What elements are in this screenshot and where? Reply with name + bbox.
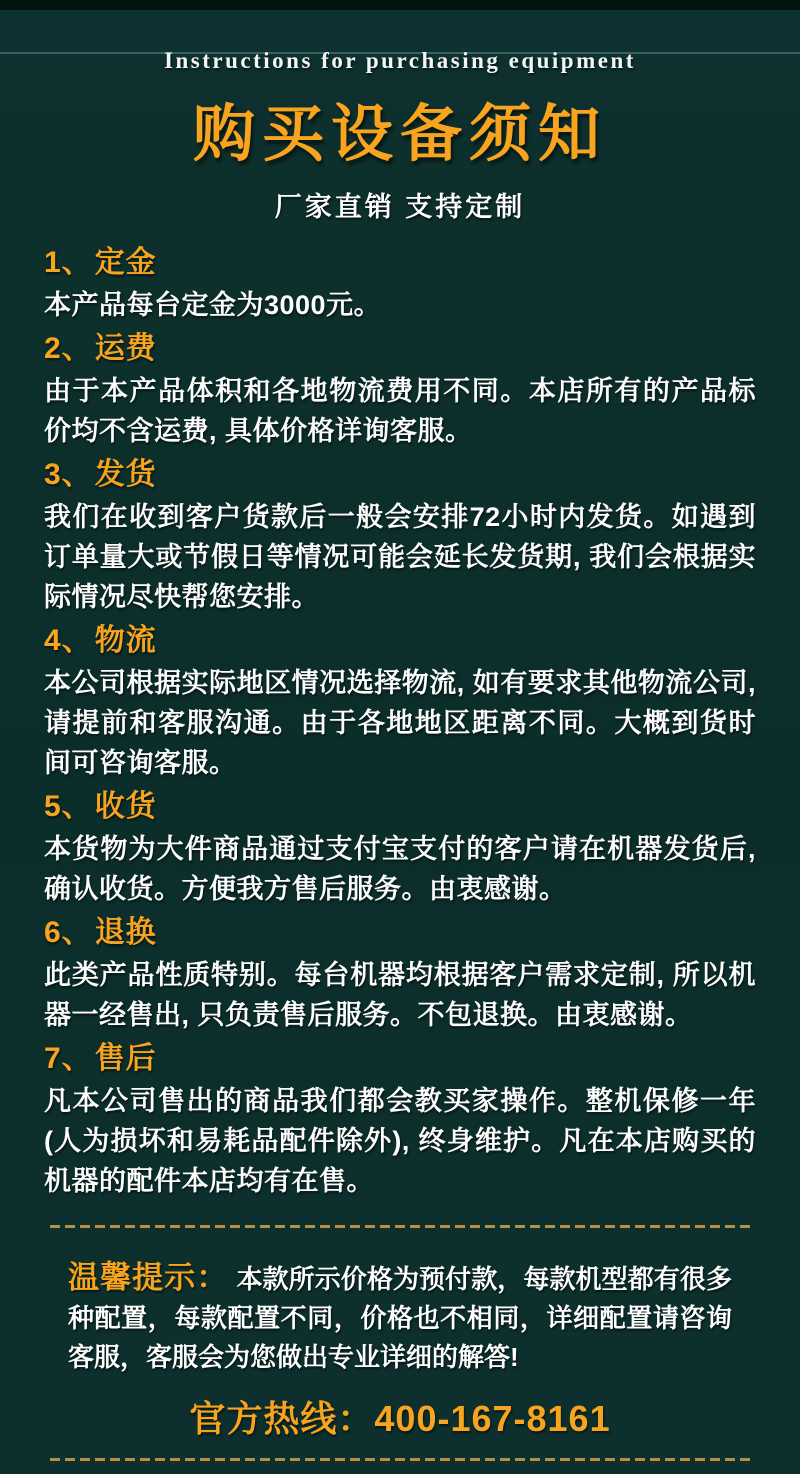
section-number: 5、 [44, 790, 93, 823]
section-freight [44, 332, 756, 451]
section-body: 本产品每台定金为3000元。 [44, 290, 382, 320]
section-logistics [44, 624, 756, 783]
section-body: 我们在收到客户货款后一般会安排72小时内发货。如遇到订单量大或节假日等情况可能会延长发货期, 我们会根据实际情况尽快帮您安排。 [44, 502, 756, 612]
section-heading [44, 790, 756, 824]
section-body: 此类产品性质特别。每台机器均根据客户需求定制, 所以机器一经售出, 只负责售后服务。不包退换。由衷感谢。 [44, 960, 756, 1030]
hotline-number: 400-167-8161 [374, 1398, 611, 1439]
section-deposit [44, 246, 756, 325]
section-body: 由于本产品体积和各地物流费用不同。本店所有的产品标价均不含运费, 具体价格详询客服。 [44, 376, 756, 446]
page-subtitle: 厂家直销 支持定制 [274, 192, 526, 222]
section-aftersales [44, 1042, 756, 1201]
warm-tip-text: 本款所示价格为预付款，每款机型都有很多种配置，每款配置不同，价格也不相同，详细配置请咨询客服，客服会为您做出专业详细的解答! [68, 1264, 732, 1372]
warm-tip [68, 1258, 732, 1377]
section-receiving [44, 790, 756, 909]
english-header: Instructions for purchasing equipment [164, 48, 636, 73]
section-shipping [44, 458, 756, 617]
hotline-label: 官方热线： [189, 1398, 375, 1439]
section-heading [44, 246, 756, 280]
section-returns [44, 916, 756, 1035]
section-number: 2、 [44, 332, 93, 365]
section-number: 6、 [44, 916, 93, 949]
section-heading [44, 916, 756, 950]
section-title: 运费 [94, 332, 157, 365]
section-body: 凡本公司售出的商品我们都会教买家操作。整机保修一年(人为损坏和易耗品配件除外), 终身维护。凡在本店购买的机器的配件本店均有在售。 [44, 1086, 756, 1196]
policy-sections [44, 246, 756, 1201]
section-heading [44, 458, 756, 492]
section-title: 物流 [94, 624, 157, 657]
section-title: 发货 [94, 458, 157, 491]
section-heading [44, 332, 756, 366]
hotline [44, 1391, 756, 1442]
section-heading [44, 1042, 756, 1076]
warm-tip-label: 温馨提示： [68, 1260, 229, 1295]
section-title: 售后 [94, 1042, 157, 1075]
page-title: 购买设备须知 [192, 100, 607, 169]
section-body: 本货物为大件商品通过支付宝支付的客户请在机器发货后, 确认收货。方便我方售后服务。由衷感谢。 [44, 834, 756, 904]
section-number: 7、 [44, 1042, 93, 1075]
section-title: 收货 [94, 790, 157, 823]
section-body: 本公司根据实际地区情况选择物流, 如有要求其他物流公司, 请提前和客服沟通。由于各地地区距离不同。大概到货时间可咨询客服。 [44, 668, 756, 778]
section-number: 1、 [44, 246, 93, 279]
dashed-divider-bottom [50, 1458, 750, 1461]
dashed-divider-top [50, 1225, 750, 1228]
section-number: 3、 [44, 458, 93, 491]
section-title: 退换 [94, 916, 157, 949]
section-number: 4、 [44, 624, 93, 657]
section-heading [44, 624, 756, 658]
section-title: 定金 [94, 246, 157, 279]
